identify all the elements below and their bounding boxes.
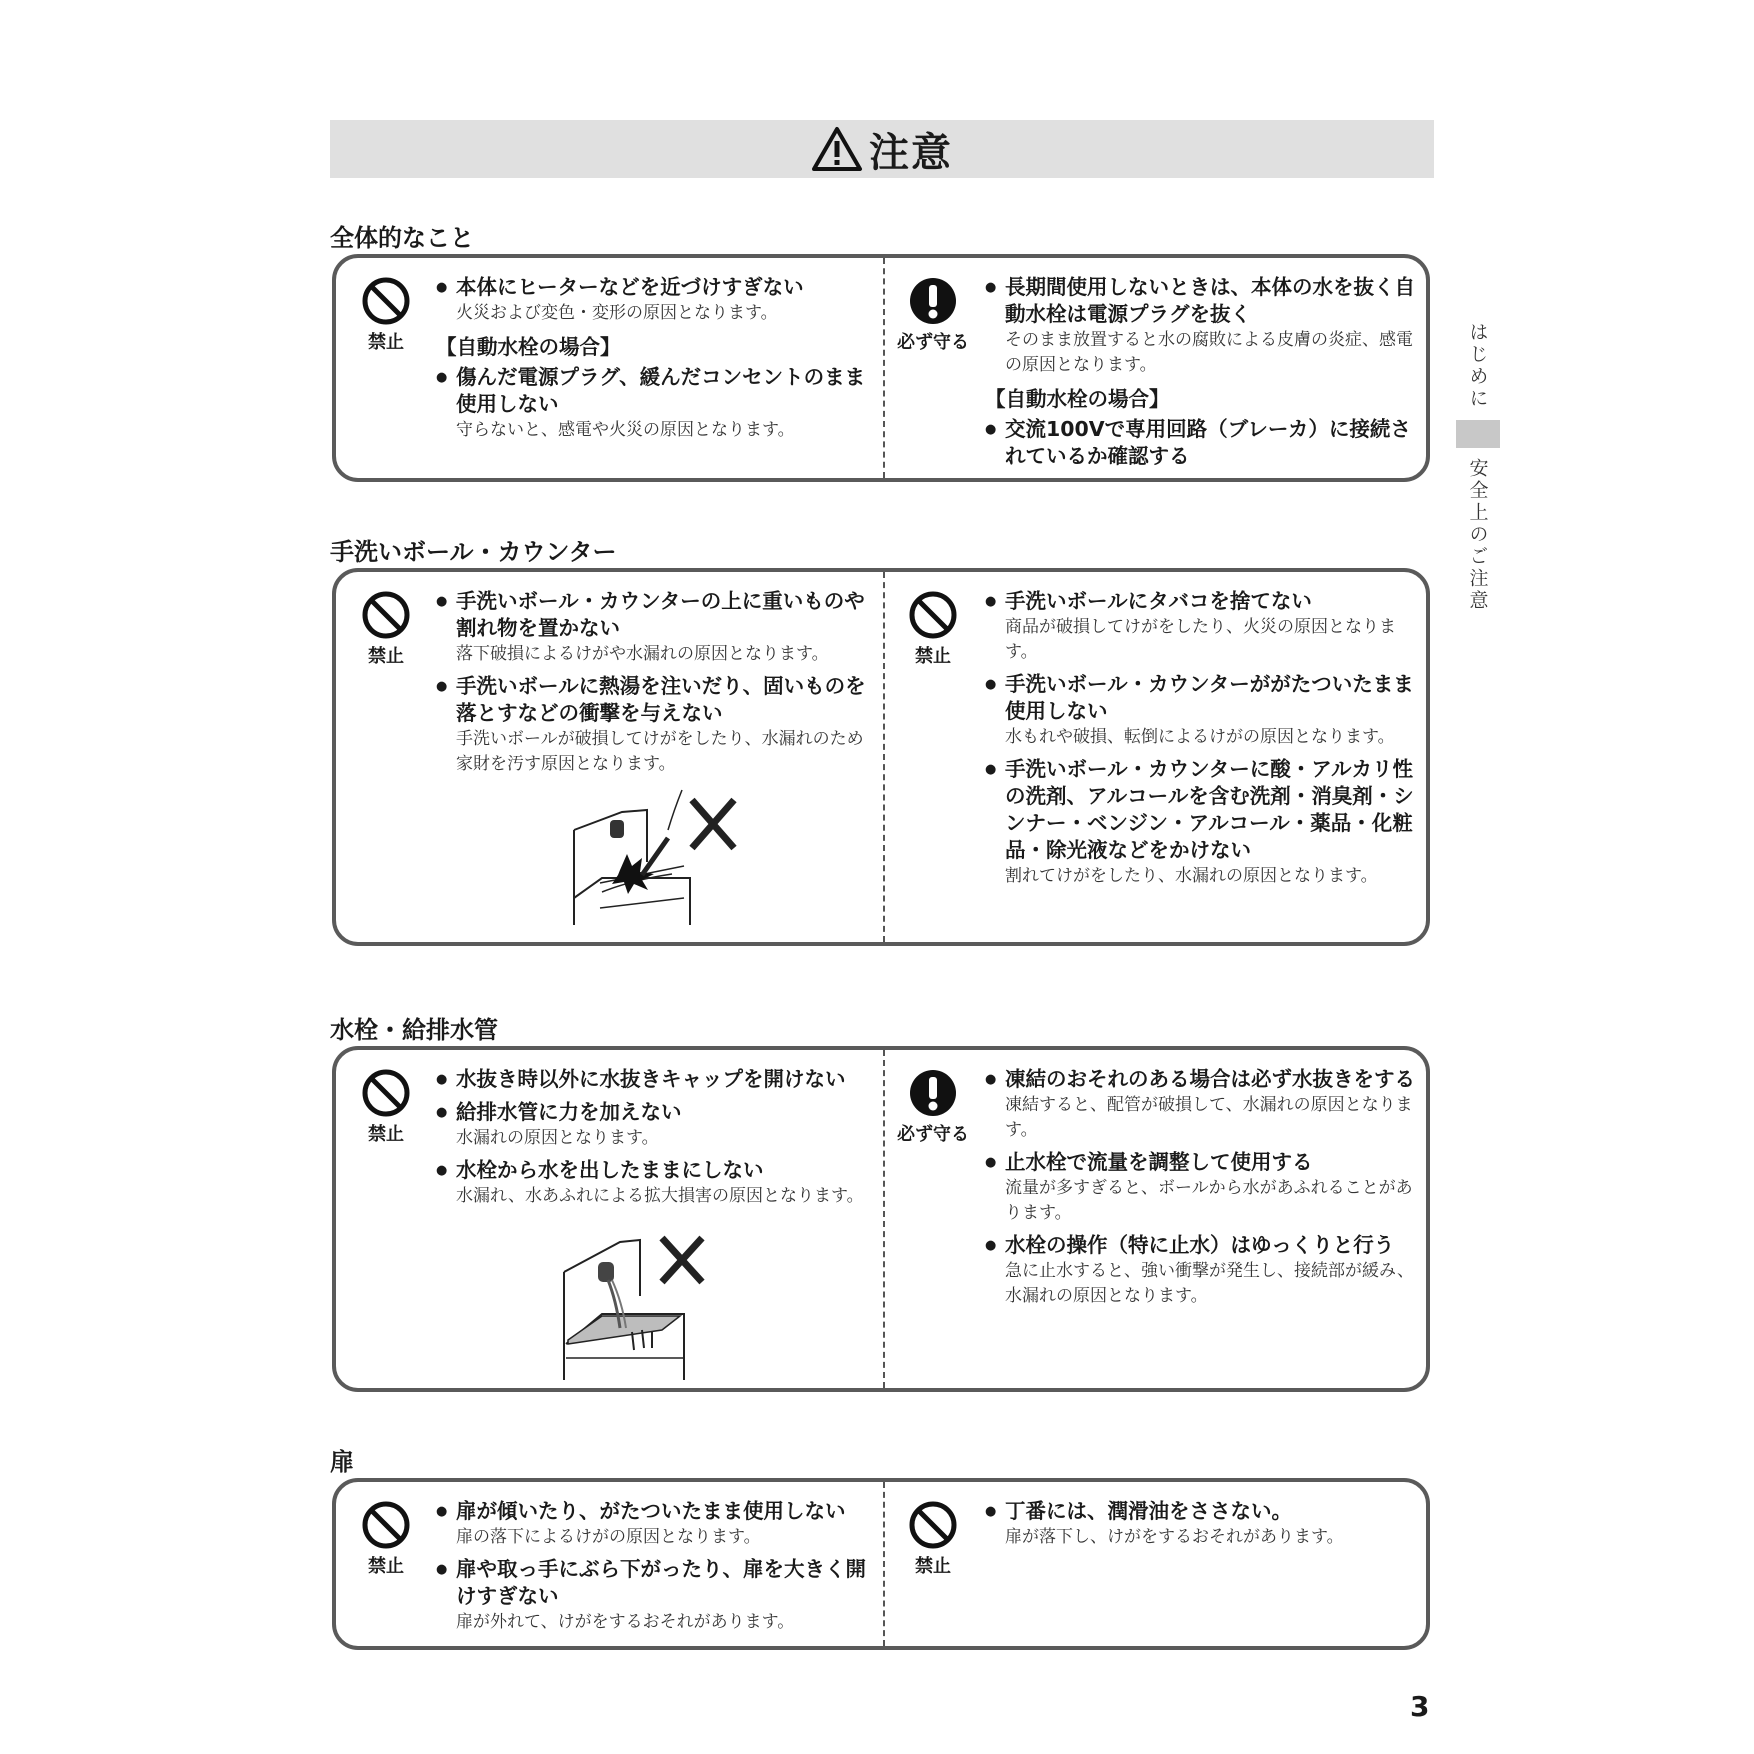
list-item (985, 416, 1422, 470)
exclamation-circle-icon (908, 276, 958, 326)
item-title: ● 手洗いボール・カウンターの上に重いものや割れ物を置かない (436, 588, 874, 642)
symbol-label: 禁止 (368, 1556, 404, 1577)
item-list (436, 588, 874, 783)
list-item (985, 671, 1422, 750)
item-list (985, 274, 1422, 476)
item-description: 水漏れの原因となります。 (456, 1128, 659, 1148)
item-list (436, 1498, 874, 1641)
section-label: 安全上のご注意 (1466, 458, 1489, 612)
list-item (436, 364, 874, 443)
panel-left-column (336, 258, 882, 478)
item-description: 扉が落下し、けがをするおそれがあります。 (1005, 1527, 1344, 1547)
prohibited-icon (908, 1500, 958, 1550)
chapter-label: はじめに (1466, 322, 1489, 410)
item-description: 火災および変色・変形の原因となります。 (456, 303, 778, 323)
prohibited-icon (361, 1068, 411, 1118)
item-list (436, 274, 874, 449)
item-description: 扉が外れて、けがをするおそれがあります。 (456, 1612, 795, 1632)
page-number: 3 (1410, 1690, 1430, 1723)
section-heading-door: 扉 (330, 1448, 354, 1476)
prohibition-symbol (336, 1068, 436, 1146)
panel-right-column (885, 258, 1430, 478)
chapter-marker (1456, 420, 1500, 448)
item-description: 割れてけがをしたり、水漏れの原因となります。 (1005, 866, 1378, 886)
caution-banner (330, 120, 1434, 178)
list-item (436, 673, 874, 777)
warning-triangle-icon (811, 126, 863, 172)
prohibited-icon (908, 590, 958, 640)
item-description: 守らないと、感電や火災の原因となります。 (456, 420, 795, 440)
panel-left-column (336, 1482, 882, 1646)
item-description: 落下破損によるけがや水漏れの原因となります。 (456, 644, 829, 664)
symbol-label: 禁止 (368, 1124, 404, 1145)
prohibition-symbol (336, 590, 436, 668)
item-list (985, 1498, 1422, 1556)
exclamation-circle-icon (908, 1068, 958, 1118)
item-title: ● 本体にヒーターなどを近づけすぎない (436, 274, 874, 301)
prohibition-symbol (336, 276, 436, 354)
item-description: 扉の落下によるけがの原因となります。 (456, 1527, 761, 1547)
symbol-label: 禁止 (915, 646, 951, 667)
list-item (436, 1066, 874, 1093)
item-description: 水もれや破損、転倒によるけがの原因となります。 (1005, 727, 1395, 747)
list-item (436, 1157, 874, 1209)
mandatory-symbol (883, 1068, 983, 1146)
list-item (985, 1149, 1422, 1226)
item-description: そのまま放置すると水の腐敗による皮膚の炎症、感電の原因となります。 (1005, 330, 1413, 375)
item-title: ● 扉や取っ手にぶら下がったり、扉を大きく開けすぎない (436, 1556, 874, 1610)
prohibition-symbol (883, 1500, 983, 1578)
panel-bowl-counter (332, 568, 1430, 946)
symbol-label: 必ず守る (897, 1124, 969, 1145)
list-item (985, 756, 1422, 889)
item-description: 商品が破損してけがをしたり、火災の原因となります。 (1005, 617, 1396, 662)
item-description: 凍結すると、配管が破損して、水漏れの原因となります。 (1005, 1095, 1413, 1140)
prohibited-icon (361, 276, 411, 326)
item-title: ● 水栓の操作（特に止水）はゆっくりと行う (985, 1232, 1422, 1259)
item-title: ● 手洗いボールに熱湯を注いだり、固いものを落とすなどの衝撃を与えない (436, 673, 874, 727)
section-heading-bowl-counter: 手洗いボール・カウンター (330, 538, 617, 566)
item-title: ● 手洗いボールにタバコを捨てない (985, 588, 1422, 615)
item-title: ● 凍結のおそれのある場合は必ず水抜きをする (985, 1066, 1422, 1093)
list-item (436, 1556, 874, 1635)
mandatory-symbol (883, 276, 983, 354)
prohibition-symbol (883, 590, 983, 668)
item-list (985, 588, 1422, 895)
page-title: 注意 (869, 129, 953, 176)
list-item (436, 588, 874, 667)
item-title: ● 水栓から水を出したままにしない (436, 1157, 874, 1184)
item-title: ● 傷んだ電源プラグ、緩んだコンセントのまま使用しない (436, 364, 874, 418)
item-list (985, 1066, 1422, 1315)
panel-door (332, 1478, 1430, 1650)
list-item (985, 1498, 1422, 1550)
panel-right-column (885, 572, 1430, 942)
item-description: 急に止水すると、強い衝撃が発生し、接続部が緩み、水漏れの原因となります。 (1005, 1261, 1415, 1306)
symbol-label: 禁止 (915, 1556, 951, 1577)
list-item (436, 1099, 874, 1151)
item-title: ● 手洗いボール・カウンターに酸・アルカリ性の洗剤、アルコールを含む洗剤・消臭剤・シンナー・ベンジン・アルコール・薬品・化粧品・除光液などをかけない (985, 756, 1422, 864)
item-title: ● 長期間使用しないときは、本体の水を抜く自動水栓は電源プラグを抜く (985, 274, 1422, 328)
prohibition-symbol (336, 1500, 436, 1578)
symbol-label: 禁止 (368, 332, 404, 353)
list-item (985, 1066, 1422, 1143)
item-title: ● 手洗いボール・カウンターががたついたまま使用しない (985, 671, 1422, 725)
item-title: ● 給排水管に力を加えない (436, 1099, 874, 1126)
list-item (985, 1232, 1422, 1309)
section-heading-faucet-pipes: 水栓・給排水管 (330, 1016, 498, 1044)
item-description: 水漏れ、水あふれによる拡大損害の原因となります。 (456, 1186, 864, 1206)
list-item (436, 1498, 874, 1550)
item-list (436, 1066, 874, 1215)
case-label: 【自動水栓の場合】 (436, 335, 621, 359)
bowl-impact-illustration (572, 780, 772, 930)
item-title: ● 丁番には、潤滑油をささない。 (985, 1498, 1422, 1525)
item-title: ● 交流100Vで専用回路（ブレーカ）に接続されているか確認する (985, 416, 1422, 470)
side-chapter-tab (1456, 322, 1500, 612)
panel-right-column (885, 1050, 1430, 1388)
panel-general (332, 254, 1430, 482)
case-label: 【自動水栓の場合】 (985, 387, 1170, 411)
item-description: 流量が多すぎると、ボールから水があふれることがあります。 (1005, 1178, 1413, 1223)
symbol-label: 必ず守る (897, 332, 969, 353)
panel-right-column (885, 1482, 1430, 1646)
panel-faucet-pipes (332, 1046, 1430, 1392)
list-item (985, 274, 1422, 378)
prohibited-icon (361, 1500, 411, 1550)
section-heading-general: 全体的なこと (330, 224, 474, 252)
item-title: ● 扉が傾いたり、がたついたまま使用しない (436, 1498, 874, 1525)
list-item (436, 274, 874, 326)
running-faucet-illustration (562, 1232, 762, 1382)
item-title: ● 水抜き時以外に水抜きキャップを開けない (436, 1066, 874, 1093)
panel-left-column (336, 1050, 882, 1388)
panel-left-column (336, 572, 882, 942)
item-title: ● 止水栓で流量を調整して使用する (985, 1149, 1422, 1176)
symbol-label: 禁止 (368, 646, 404, 667)
item-description: 手洗いボールが破損してけがをしたり、水漏れのため家財を汚す原因となります。 (456, 729, 864, 774)
list-item (985, 588, 1422, 665)
prohibited-icon (361, 590, 411, 640)
